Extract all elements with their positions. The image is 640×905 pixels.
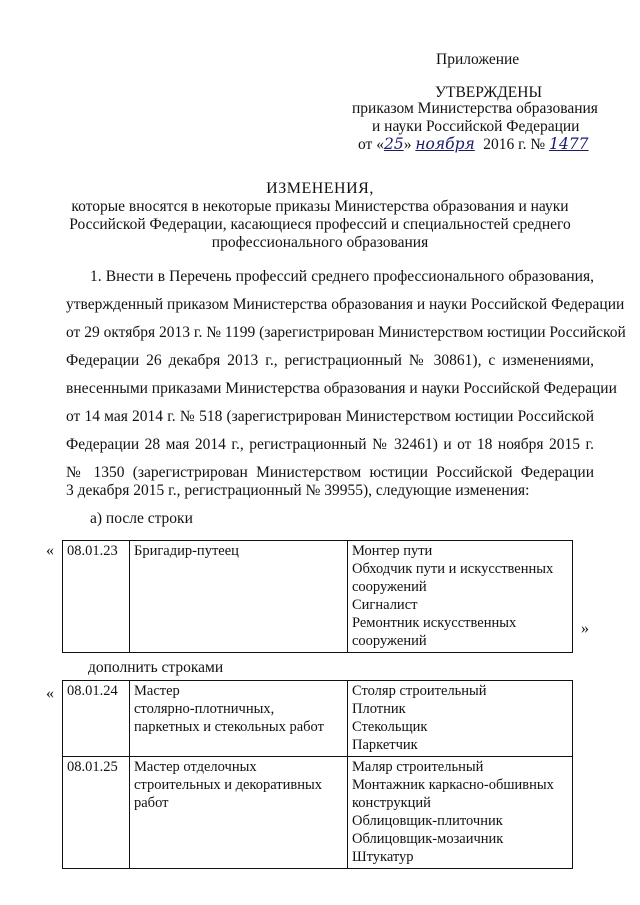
profession-line: Маляр строительный bbox=[352, 759, 484, 775]
professions-table-before bbox=[62, 540, 573, 653]
profession-line: Штукатур bbox=[352, 849, 414, 865]
profession-line: Монтажник каркасно-обшивных bbox=[352, 777, 554, 793]
add-rows-label: дополнить строками bbox=[88, 659, 224, 676]
body-line: 3 декабря 2015 г., регистрационный № 39955), следующие изменения: bbox=[66, 482, 530, 499]
name-cell bbox=[130, 541, 348, 653]
body-line: утвержденный приказом Министерства образования и науки Российской Федерации bbox=[66, 296, 625, 313]
open-quote: « bbox=[46, 542, 54, 559]
professions-cell bbox=[348, 757, 573, 869]
document-heading: ИЗМЕНЕНИЯ, bbox=[266, 180, 374, 197]
profession-line: Плотник bbox=[352, 701, 406, 717]
profession-line: Паркетчик bbox=[352, 737, 418, 753]
name-line: Бригадир-путеец bbox=[134, 543, 239, 559]
table-row bbox=[63, 541, 573, 653]
professions-cell bbox=[348, 541, 573, 653]
table-row bbox=[63, 757, 573, 869]
date-year: 2016 г. № bbox=[483, 136, 546, 153]
approved-by-order-line2: и науки Российской Федерации bbox=[372, 118, 580, 135]
profession-line: Столяр строительный bbox=[352, 683, 487, 699]
subtitle-line1: которые вносятся в некоторые приказы Министерства образования и науки bbox=[71, 198, 569, 215]
approved-by-order-line1: приказом Министерства образования bbox=[352, 100, 598, 117]
code-cell: 08.01.25 bbox=[63, 757, 130, 869]
after-row-label: а) после строки bbox=[90, 510, 193, 527]
appendix-label: Приложение bbox=[436, 51, 520, 68]
name-line: строительных и декоративных bbox=[134, 777, 322, 793]
professions-cell bbox=[348, 681, 573, 757]
name-line: работ bbox=[134, 795, 169, 811]
profession-line: Стекольщик bbox=[352, 719, 428, 735]
body-line: Федерации 26 декабря 2013 г., регистрационный № 30861), с изменениями, bbox=[66, 352, 594, 369]
profession-line: Монтер пути bbox=[352, 543, 433, 559]
body-line: от 14 мая 2014 г. № 518 (зарегистрирован Министерством юстиции Российской bbox=[66, 408, 594, 425]
profession-line: конструкций bbox=[352, 795, 431, 811]
body-line: 1. Внести в Перечень профессий среднего профессионального образования, bbox=[90, 268, 594, 285]
profession-line: сооружений bbox=[352, 579, 427, 595]
profession-line: сооружений bbox=[352, 633, 427, 649]
close-quote: » bbox=[581, 620, 589, 637]
profession-line: Облицовщик-мозаичник bbox=[352, 831, 504, 847]
subtitle-line3: профессионального образования bbox=[211, 234, 429, 251]
name-cell bbox=[130, 757, 348, 869]
order-date-line bbox=[358, 134, 589, 155]
profession-line: Облицовщик-плиточник bbox=[352, 813, 503, 829]
code-cell: 08.01.23 bbox=[63, 541, 130, 653]
body-line: Федерации 28 мая 2014 г., регистрационный № 32461) и от 18 ноября 2015 г. bbox=[66, 436, 594, 453]
profession-line: Обходчик пути и искусственных bbox=[352, 561, 554, 577]
name-line: столярно-плотничных, bbox=[134, 701, 275, 717]
date-day: 25 bbox=[383, 135, 404, 153]
body-line: внесенными приказами Министерства образования и науки Российской Федерации bbox=[66, 380, 617, 397]
body-line: № 1350 (зарегистрирован Министерством юстиции Российской Федерации bbox=[66, 464, 594, 481]
approved-label: УТВЕРЖДЕНЫ bbox=[435, 84, 542, 101]
name-cell bbox=[130, 681, 348, 757]
name-line: паркетных и стекольных работ bbox=[134, 719, 324, 735]
name-line: Мастер bbox=[134, 683, 180, 699]
open-quote: « bbox=[46, 685, 54, 702]
body-line: от 29 октября 2013 г. № 1199 (зарегистрирован Министерством юстиции Российской bbox=[66, 324, 626, 341]
date-month: ноября bbox=[415, 135, 475, 153]
order-number: 1477 bbox=[549, 135, 589, 153]
subtitle-line2: Российской Федерации, касающиеся профессий и специальностей среднего bbox=[69, 216, 571, 233]
professions-table-added bbox=[62, 680, 573, 869]
table-row bbox=[63, 681, 573, 757]
profession-line: Ремонтник искусственных bbox=[352, 615, 517, 631]
name-line: Мастер отделочных bbox=[134, 759, 257, 775]
date-quote-close: » bbox=[403, 136, 412, 153]
code-cell: 08.01.24 bbox=[63, 681, 130, 757]
profession-line: Сигналист bbox=[352, 597, 418, 613]
date-prefix: от « bbox=[358, 136, 384, 153]
